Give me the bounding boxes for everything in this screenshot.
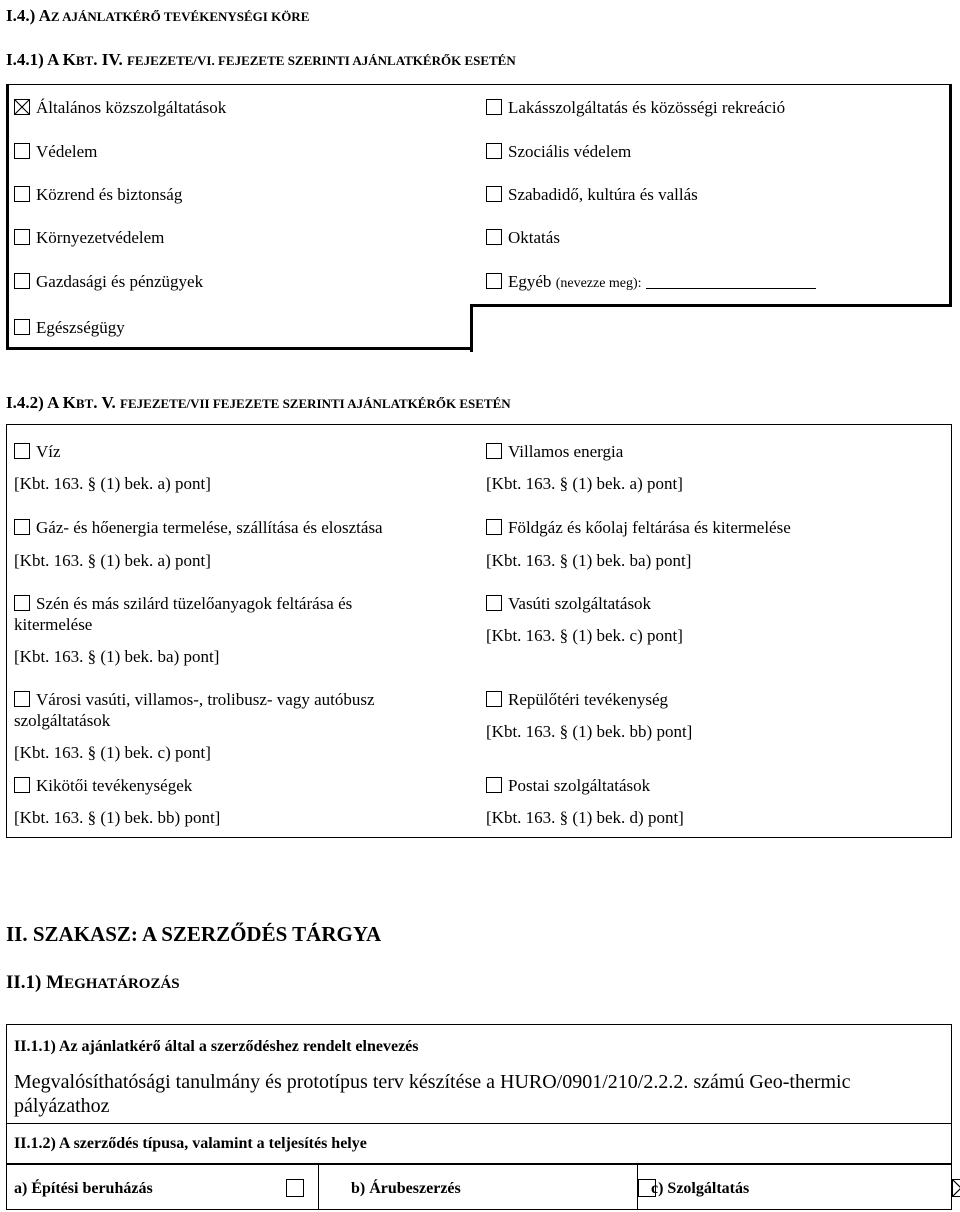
checkbox-item-lakas[interactable]	[486, 98, 785, 118]
section-i42-heading: I.4.2) A KBT. V. FEJEZETE/VII FEJEZETE SZERINTI AJÁNLATKÉRŐK ESETÉN	[6, 393, 511, 412]
checkbox-item-viz[interactable]	[14, 442, 61, 462]
option-label-arubeszerzes: b) Árubeszerzés	[351, 1180, 461, 1197]
item-label: Általános közszolgáltatások	[36, 98, 227, 117]
checkbox-item-foldgaz[interactable]	[486, 518, 791, 538]
checkbox-item-repuloteri[interactable]	[486, 690, 668, 710]
checkbox-item-gazdasagi[interactable]	[14, 272, 203, 292]
checkbox-item-szen[interactable]	[14, 594, 352, 614]
item-label: Kikötői tevékenységek	[36, 776, 193, 795]
checkbox-icon[interactable]	[14, 519, 30, 535]
checkbox-item-szocialis[interactable]	[486, 142, 631, 162]
checkbox-icon[interactable]	[14, 691, 30, 707]
item-label: Lakásszolgáltatás és közösségi rekreáció	[508, 98, 786, 117]
item-label: Egyéb	[508, 272, 552, 291]
section-ii1-heading: II.1) MEGHATÁROZÁS	[6, 972, 180, 993]
legal-reference: [Kbt. 163. § (1) bek. bb) pont]	[486, 722, 693, 741]
item-label: Szabadidő, kultúra és vallás	[508, 185, 698, 204]
egyeb-blank-field[interactable]	[646, 288, 816, 289]
item-label: Vasúti szolgáltatások	[508, 594, 652, 613]
checkbox-icon[interactable]	[14, 443, 30, 459]
checkbox-icon[interactable]	[486, 691, 502, 707]
checkbox-icon[interactable]	[486, 186, 502, 202]
checkbox-icon[interactable]	[486, 273, 502, 289]
checkbox-item-altalanos[interactable]	[14, 98, 226, 118]
item-label: Védelem	[36, 142, 98, 161]
checkbox-item-szabadido[interactable]	[486, 185, 698, 205]
ii11-label: II.1.1) Az ajánlatkérő által a szerződéshez rendelt elnevezés	[14, 1038, 419, 1055]
legal-reference: [Kbt. 163. § (1) bek. a) pont]	[14, 474, 211, 493]
option-label-szolgaltatas: c) Szolgáltatás	[651, 1180, 750, 1197]
checkbox-icon[interactable]	[14, 319, 30, 335]
section-i4-heading: I.4.) AZ AJÁNLATKÉRŐ TEVÉKENYSÉGI KÖRE	[6, 6, 310, 25]
section-i41-heading: I.4.1) A KBT. IV. FEJEZETE/VI. FEJEZETE SZERINTI AJÁNLATKÉRŐK ESETÉN	[6, 50, 516, 69]
item-label: Gáz- és hőenergia termelése, szállítása és elosztása	[36, 518, 383, 537]
checkbox-item-egeszsegugy[interactable]	[14, 318, 125, 338]
checkbox-item-postai[interactable]	[486, 776, 650, 796]
checkbox-icon[interactable]	[14, 186, 30, 202]
checkbox-icon[interactable]	[486, 519, 502, 535]
checkbox-icon[interactable]	[14, 143, 30, 159]
item-label: Szociális védelem	[508, 142, 632, 161]
checkbox-item-kikotoi[interactable]	[14, 776, 192, 796]
checkbox-icon[interactable]	[14, 273, 30, 289]
checkbox-checked-icon[interactable]	[952, 1179, 960, 1197]
checkbox-icon[interactable]	[14, 229, 30, 245]
section-i41-box-notch	[470, 304, 952, 352]
item-label: Földgáz és kőolaj feltárása és kitermelése	[508, 518, 791, 537]
checkbox-item-varosi[interactable]	[14, 690, 375, 710]
item-label: Gazdasági és pénzügyek	[36, 272, 204, 291]
section-ii-title: II. SZAKASZ: A SZERZŐDÉS TÁRGYA	[6, 922, 382, 946]
checkbox-icon[interactable]	[486, 99, 502, 115]
item-label-continued: kitermelése	[14, 615, 93, 634]
item-label: Víz	[36, 442, 61, 461]
legal-reference: [Kbt. 163. § (1) bek. a) pont]	[14, 551, 211, 570]
option-label-epitesi: a) Építési beruházás	[14, 1180, 153, 1197]
item-label: Szén és más szilárd tüzelőanyagok feltárása és	[36, 594, 353, 613]
contract-name-value: Megvalósíthatósági tanulmány és prototípus terv készítése a HURO/0901/210/2.2.2. számú Geo-thermic pályázathoz	[14, 1071, 851, 1117]
legal-reference: [Kbt. 163. § (1) bek. c) pont]	[486, 626, 683, 645]
checkbox-icon[interactable]	[486, 443, 502, 459]
checkbox-item-egyeb[interactable]	[486, 272, 816, 294]
item-label: Közrend és biztonság	[36, 185, 183, 204]
checkbox-icon[interactable]	[286, 1179, 304, 1197]
item-label: Egészségügy	[36, 318, 125, 337]
legal-reference: [Kbt. 163. § (1) bek. bb) pont]	[14, 808, 221, 827]
checkbox-item-kornyezetvedelem[interactable]	[14, 228, 164, 248]
item-label: Városi vasúti, villamos-, trolibusz- vagy autóbusz	[36, 690, 375, 709]
legal-reference: [Kbt. 163. § (1) bek. c) pont]	[14, 743, 211, 762]
legal-reference: [Kbt. 163. § (1) bek. ba) pont]	[14, 647, 220, 666]
checkbox-item-villamos[interactable]	[486, 442, 623, 462]
checkbox-icon[interactable]	[486, 143, 502, 159]
item-label: Környezetvédelem	[36, 228, 165, 247]
checkbox-icon[interactable]	[14, 777, 30, 793]
legal-reference: [Kbt. 163. § (1) bek. ba) pont]	[486, 551, 692, 570]
ii12-label: II.1.2) A szerződés típusa, valamint a teljesítés helye	[14, 1135, 367, 1152]
checkbox-item-kozrend[interactable]	[14, 185, 182, 205]
legal-reference: [Kbt. 163. § (1) bek. a) pont]	[486, 474, 683, 493]
checkbox-checked-icon[interactable]	[14, 99, 30, 115]
legal-reference: [Kbt. 163. § (1) bek. d) pont]	[486, 808, 684, 827]
item-label: Villamos energia	[508, 442, 624, 461]
checkbox-item-vasuti[interactable]	[486, 594, 651, 614]
item-label: Oktatás	[508, 228, 560, 247]
item-label: Postai szolgáltatások	[508, 776, 651, 795]
item-suffix: (nevezze meg):	[555, 276, 642, 291]
checkbox-icon[interactable]	[486, 777, 502, 793]
checkbox-item-vedelem[interactable]	[14, 142, 97, 162]
checkbox-item-gaz[interactable]	[14, 518, 383, 538]
item-label: Repülőtéri tevékenység	[508, 690, 669, 709]
checkbox-icon[interactable]	[486, 595, 502, 611]
checkbox-icon[interactable]	[14, 595, 30, 611]
checkbox-icon[interactable]	[486, 229, 502, 245]
item-label-continued: szolgáltatások	[14, 711, 111, 730]
divider	[318, 1164, 319, 1210]
checkbox-item-oktatas[interactable]	[486, 228, 560, 248]
